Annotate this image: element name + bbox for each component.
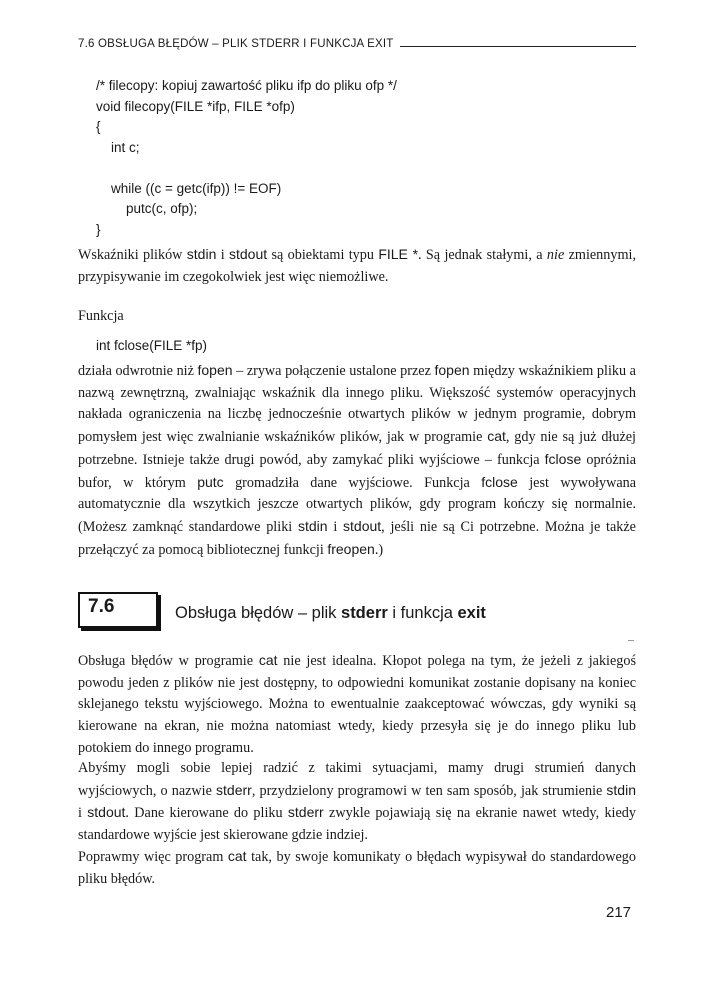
- code-line: [96, 158, 397, 179]
- margin-tick: [628, 640, 634, 641]
- running-head-rule: [400, 46, 636, 47]
- page-number: 217: [606, 904, 632, 921]
- section-heading: [78, 592, 636, 632]
- code-line: {: [96, 119, 101, 134]
- code-line: }: [96, 221, 101, 237]
- code-line: /* filecopy: kopiuj zawartość pliku ifp do pliku ofp */: [96, 78, 397, 93]
- fclose-declaration: int fclose(FILE *fp): [96, 338, 208, 353]
- paragraph-fix-cat: Poprawmy więc program cat tak, by swoje komunikaty o błędach wypisywał do standardowego pliku błędów.: [78, 848, 636, 887]
- paragraph-stderr: Abyśmy mogli sobie lepiej radzić z takimi sytuacjami, mamy drugi strumień danych wyjściowych, o nazwie stderr, przydzielony programowi w ten sam sposób, jak strumienie stdin i stdout. Dane kierowane do pliku stderr zwykle pojawiają się na ekranie nawet wtedy, kiedy standardowe wyjście jest skierowane gdzie indziej.: [78, 760, 636, 844]
- paragraph-fclose: działa odwrotnie niż fopen – zrywa połączenie ustalone przez fopen między wskaźnikiem pliku a nazwą zewnętrzną, zwalniając wskaźnik dla innego pliku. Większość systemów operacyjnych nakłada ograniczenia na liczbę jednocześnie otwartych plików w jednym programie, dobrym pomysłem jest więc zwalnianie wskaźników plików, jak w programie cat, gdy nie są już dłużej potrzebne. Istnieje także drugi powód, aby zamykać pliki wyjściowe – funkcja fclose opróżnia bufor, w którym putc gromadziła dane wyjściowe. Funkcja fclose jest wywoływana automatycznie dla wszytkich jeszcze otwartych plików, gdy program kończy się normalnie. (Możesz zamknąć standardowe pliki stdin i stdout, jeśli nie są Ci potrzebne. Można je także przełączyć za pomocą bibliotecznej funkcji freopen.): [78, 362, 637, 558]
- running-head-text: 7.6 OBSŁUGA BŁĘDÓW – PLIK STDERR I FUNKCJA EXIT: [78, 38, 394, 50]
- code-block-filecopy: [96, 76, 397, 240]
- section-number: 7.6: [88, 596, 115, 617]
- code-line: int c;: [96, 139, 140, 155]
- label-funkcja: Funkcja: [78, 308, 124, 324]
- code-line: putc(c, ofp);: [96, 201, 198, 216]
- running-head: [78, 38, 636, 50]
- section-title: Obsługa błędów – plik stderr i funkcja exit: [175, 604, 486, 622]
- paragraph-error-handling: Obsługa błędów w programie cat nie jest idealna. Kłopot polega na tym, że jeżeli z jakiegoś powodu jeden z plików nie jest dostępny, to odpowiedni komunikat zostanie dopisany na koniec sklejanego tekstu wyjściowego. Można to ewentualnie zaakceptować wówczas, gdy wyniki są kierowane na ekran, nie można natomiast wtedy, kiedy przesyła się je do innego pliku lub potokiem do innego programu.: [78, 652, 636, 756]
- code-line: void filecopy(FILE *ifp, FILE *ofp): [96, 98, 295, 114]
- code-line: while ((c = getc(ifp)) != EOF): [96, 180, 282, 196]
- paragraph-stdin-stdout: Wskaźniki plików stdin i stdout są obiektami typu FILE *. Są jednak stałymi, a nie zmiennymi, przypisywanie im czegokolwiek jest więc niemożliwe.: [78, 246, 636, 285]
